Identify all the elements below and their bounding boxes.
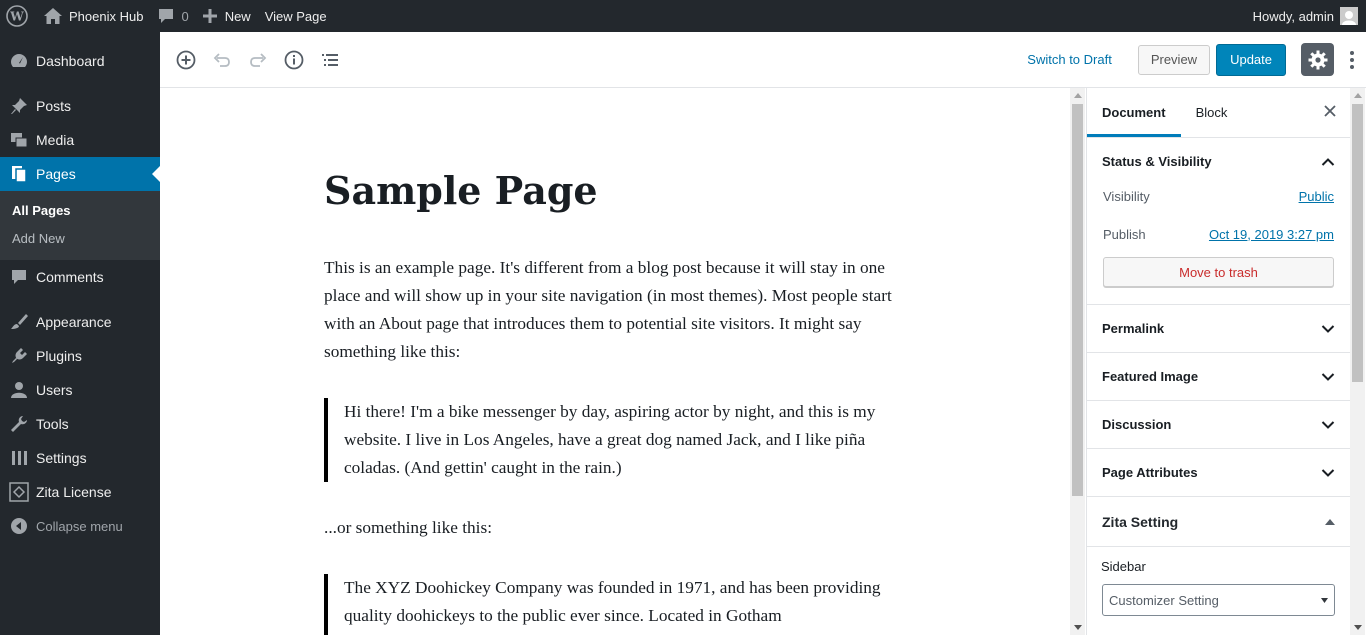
- wrench-icon: [9, 414, 29, 434]
- user-icon: [9, 380, 29, 400]
- sidebar-scrollbar[interactable]: [1350, 88, 1365, 635]
- paragraph-block[interactable]: This is an example page. It's different from a blog post because it will stay in one place and will show up in your site navigation (in most themes). Most people start with an About page that introduces them to potential site visitors. It might say something like this:: [324, 258, 892, 361]
- panel-discussion: [1087, 401, 1350, 449]
- block-navigation-button[interactable]: [312, 42, 348, 78]
- visibility-toggle-link[interactable]: Public: [1298, 188, 1334, 204]
- settings-toggle-button[interactable]: [1301, 43, 1334, 76]
- menu-label: Settings: [36, 450, 87, 466]
- panel-title: Status & Visibility: [1102, 154, 1212, 169]
- select-caret-icon: [1321, 598, 1328, 603]
- scroll-thumb[interactable]: [1072, 104, 1083, 496]
- plus-icon: [203, 9, 217, 23]
- comments-count: 0: [181, 8, 189, 24]
- menu-item-zita-license[interactable]: [0, 475, 160, 509]
- pages-icon: [9, 164, 29, 184]
- more-menu-button[interactable]: [1338, 42, 1366, 78]
- quote-block[interactable]: The XYZ Doohickey Company was founded in 1971, and has been providing quality doohickeys to the public ever since. Located in Gotham: [324, 574, 914, 635]
- publish-row: [1087, 215, 1350, 253]
- comment-bubble-icon: [157, 8, 175, 24]
- sidebar-setting-label: Sidebar: [1101, 559, 1146, 574]
- editor-toolbar: [160, 32, 1366, 88]
- collapse-menu-button[interactable]: [0, 509, 160, 543]
- panel-title: Page Attributes: [1102, 465, 1198, 480]
- menu-label: Posts: [36, 98, 72, 114]
- comment-bubble-icon: [9, 267, 29, 287]
- admin-menu: [0, 32, 160, 635]
- content-info-button[interactable]: [276, 42, 312, 78]
- chevron-down-icon: [1321, 372, 1335, 382]
- menu-item-media[interactable]: [0, 123, 160, 157]
- panel-featured-image: [1087, 353, 1350, 401]
- info-icon: [283, 49, 305, 71]
- howdy-text: Howdy, admin: [1252, 8, 1334, 24]
- update-label: Update: [1230, 52, 1272, 67]
- editor-content[interactable]: [160, 88, 1070, 635]
- page-title[interactable]: Sample Page: [324, 168, 598, 213]
- panel-title: Discussion: [1102, 417, 1172, 432]
- plus-circle-icon: [175, 49, 197, 71]
- menu-item-users[interactable]: [0, 373, 160, 407]
- menu-label: Users: [36, 382, 73, 398]
- tab-document[interactable]: Document: [1087, 88, 1181, 137]
- menu-item-appearance[interactable]: [0, 305, 160, 339]
- settings-sliders-icon: [9, 448, 29, 468]
- comments-link[interactable]: [150, 0, 195, 32]
- tab-block[interactable]: Block: [1195, 105, 1228, 120]
- new-label: New: [224, 8, 251, 24]
- home-icon: [43, 7, 63, 25]
- menu-item-settings[interactable]: [0, 441, 160, 475]
- plug-icon: [9, 346, 29, 366]
- site-name: Phoenix Hub: [69, 8, 144, 24]
- undo-icon: [212, 50, 232, 70]
- close-sidebar-button[interactable]: [1324, 105, 1336, 120]
- panel-page-attributes: [1087, 449, 1350, 497]
- panel-toggle[interactable]: [1087, 353, 1350, 400]
- menu-label: Zita License: [36, 484, 112, 500]
- menu-label: Media: [36, 132, 75, 148]
- paragraph-block[interactable]: ...or something like this:: [324, 518, 493, 537]
- avatar: [1340, 7, 1358, 25]
- publish-date-link[interactable]: Oct 19, 2019 3:27 pm: [1208, 226, 1334, 242]
- select-value: Customizer Setting: [1109, 592, 1219, 608]
- trash-label: Move to trash: [1179, 264, 1258, 280]
- panel-permalink: [1087, 305, 1350, 353]
- menu-item-posts[interactable]: [0, 89, 160, 123]
- vertical-ellipsis-icon: [1349, 50, 1355, 70]
- menu-item-pages[interactable]: [0, 157, 160, 191]
- scroll-down-arrow-icon[interactable]: [1070, 620, 1085, 635]
- panel-zita-setting: [1087, 497, 1350, 547]
- pages-submenu: [0, 191, 160, 260]
- menu-label: Pages: [36, 166, 76, 182]
- media-icon: [9, 130, 29, 150]
- menu-label: Tools: [36, 416, 69, 432]
- settings-sidebar: [1086, 88, 1350, 635]
- sidebar-setting-select[interactable]: [1102, 584, 1335, 616]
- submenu-all-pages[interactable]: All Pages: [12, 203, 71, 218]
- chevron-down-icon: [1321, 324, 1335, 334]
- panel-title: Permalink: [1102, 321, 1165, 336]
- quote-block[interactable]: Hi there! I'm a bike messenger by day, aspiring actor by night, and this is my website. I live in Los Angeles, have a great dog named Jack, and I like piña coladas. (And gettin' caught in the rain.): [324, 398, 914, 482]
- close-icon: [1324, 105, 1336, 117]
- menu-item-dashboard[interactable]: [0, 44, 160, 78]
- switch-to-draft-button[interactable]: Switch to Draft: [1027, 52, 1112, 67]
- menu-item-tools[interactable]: [0, 407, 160, 441]
- panel-title: Featured Image: [1102, 369, 1199, 384]
- paintbrush-icon: [9, 312, 29, 332]
- pushpin-icon: [9, 96, 29, 116]
- chevron-down-icon: [1321, 420, 1335, 430]
- triangle-up-icon: [1325, 519, 1335, 525]
- gear-icon: [1307, 49, 1329, 71]
- panel-toggle[interactable]: [1087, 449, 1350, 496]
- scroll-down-arrow-icon[interactable]: [1350, 620, 1365, 635]
- panel-toggle[interactable]: [1087, 401, 1350, 448]
- scroll-up-arrow-icon[interactable]: [1350, 88, 1365, 103]
- redo-button[interactable]: [240, 42, 276, 78]
- collapse-arrow-icon: [9, 516, 29, 536]
- list-outline-icon: [320, 50, 340, 70]
- new-content-link[interactable]: [196, 0, 258, 32]
- my-account[interactable]: [1253, 0, 1366, 32]
- admin-bar: [0, 0, 1366, 32]
- dashboard-gauge-icon: [9, 51, 29, 71]
- preview-button[interactable]: [1138, 45, 1210, 75]
- zita-logo-icon: [9, 482, 29, 502]
- menu-label: Collapse menu: [36, 518, 123, 534]
- add-block-button[interactable]: [168, 42, 204, 78]
- visibility-label: Visibility: [1103, 188, 1150, 204]
- publish-label: Publish: [1103, 226, 1146, 242]
- update-button[interactable]: [1216, 44, 1286, 76]
- scroll-up-arrow-icon[interactable]: [1070, 88, 1085, 103]
- view-page-link[interactable]: [258, 0, 334, 32]
- menu-label: Plugins: [36, 348, 82, 364]
- chevron-up-icon: [1321, 157, 1335, 167]
- menu-label: Comments: [36, 269, 104, 285]
- chevron-down-icon: [1321, 468, 1335, 478]
- panel-title: Zita Setting: [1102, 514, 1179, 530]
- user-silhouette-icon: [1341, 9, 1357, 25]
- visibility-row: [1087, 177, 1350, 215]
- panel-status-visibility: [1087, 138, 1350, 305]
- panel-toggle[interactable]: [1087, 497, 1350, 547]
- sidebar-tabs: [1087, 88, 1350, 138]
- move-to-trash-button[interactable]: [1103, 257, 1334, 287]
- menu-item-plugins[interactable]: [0, 339, 160, 373]
- submenu-add-new[interactable]: Add New: [12, 231, 65, 246]
- wordpress-logo-icon[interactable]: [0, 0, 36, 32]
- menu-label: Appearance: [36, 314, 112, 330]
- undo-button[interactable]: [204, 42, 240, 78]
- view-page-label: View Page: [264, 8, 327, 24]
- menu-label: Dashboard: [36, 53, 105, 69]
- redo-icon: [248, 50, 268, 70]
- preview-label: Preview: [1150, 52, 1198, 67]
- panel-toggle[interactable]: [1087, 305, 1350, 352]
- content-scrollbar[interactable]: [1070, 88, 1085, 635]
- site-name-link[interactable]: [36, 0, 150, 32]
- svg-text:W: W: [10, 9, 24, 24]
- scroll-thumb[interactable]: [1352, 104, 1363, 382]
- menu-item-comments[interactable]: [0, 260, 160, 294]
